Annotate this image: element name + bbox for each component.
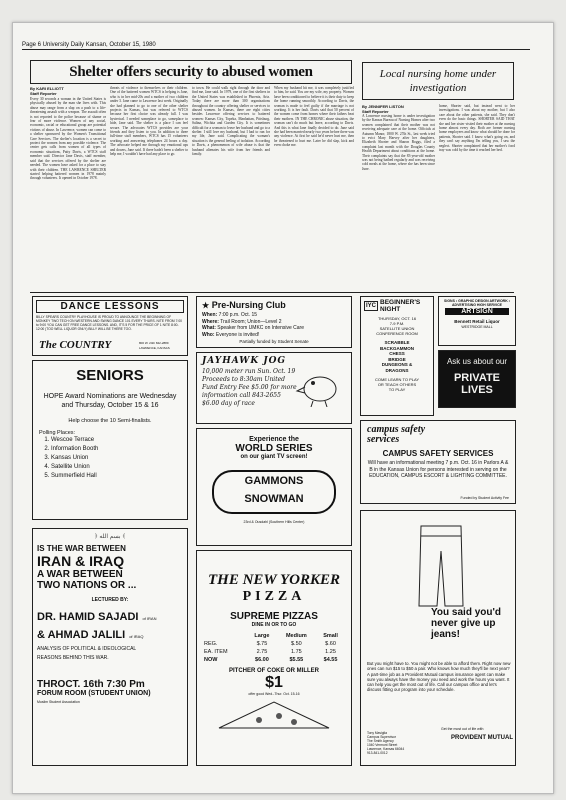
pizza-price-table <box>203 632 345 664</box>
war-topic-2: REASONS BEHIND THIS WAR. <box>37 655 109 661</box>
newyorker-title: SUPREME PIZZAS <box>230 611 318 622</box>
ad-gammons-world-series <box>196 428 352 546</box>
privatelives-bottom: PRIVATE LIVES <box>453 372 501 396</box>
nursing-column-1: A Lawrence nursing home is under investigation by the Kansas Bureau of Nursing Homes after two women complained that their mother was not receiving adequate care at the home. Officials at Autumn Manor, 1800 W. 27th St., last week tried to evict Mary Harvey after her daughters, Elizabeth Shorter and Sharon Boggs, filed a complaint last month with the Douglas County Health Department about conditions at the home. Their complaints say that the 83-year-old mother was not being bathed regularly and was receiving cold meals at the home, where she has been since June. <box>362 114 435 171</box>
nursing-column-2: home, Shorter said, but instead went to her investigations. I was about my mother, but I also care about the other patients, she said. They don't even do the basic things. SHORTER SAID THAT she and her sister visited their mother at the nursing home almost every day. Both are former nursing home employees and know what should be done for patients, Shorter said. I know what's going on, and they can't say anything I'm telling you, I saw the neglect. Shorter complained that her mother's food tray was cold by the time it reached her bed. <box>439 104 515 153</box>
prenursing-what: Speaker from UMKC on Intensive Care <box>217 325 304 331</box>
speaker-1-country: of IRAN <box>142 616 157 621</box>
seniors-title: SENIORS <box>76 367 144 384</box>
row-label: NOW <box>204 657 218 663</box>
prenursing-when: 7:00 p.m. Oct. 15 <box>218 312 258 318</box>
price-cell: 1.75 <box>290 649 302 655</box>
price-cell: 1.25 <box>325 649 336 655</box>
war-topic: ANALYSIS OF POLITICAL & IDEOLOGICAL <box>37 646 137 652</box>
shelter-column-2: threats of violence to themselves or their children. One of the battered women WTCS is helping is Jane, who is in her mid-20s and a mother of two children under 3. Jane came to Lawrence last week. Originally she had planned to go to one of the other shelter projects in Kansas, but was referred to WTCS because her first choice was already full. I was hysterical. I needed someplace to go, someplace to hide, Jane said. The shelter is a place I can feel secure. The advocates WTCS provides are your friends and they listen to you. In addition to three full-time staff members, WTCS has 15 volunteers working and answering telephones 24 hours a day. The advocate helped me through my emotional ups and downs, Jane said. If there hadn't been a shelter to help me, I wouldn't have had any place to go. <box>110 86 188 157</box>
jog-body: 10,000 meter run Sun. Oct. 19 Proceeds to 8:30am United Fund Entry Fee $5.00 for more information call 843-2655 $6.00 day of race <box>202 368 297 407</box>
price-cell: $.75 <box>256 641 268 647</box>
speaker-1: DR. HAMID SAJADI <box>37 611 139 623</box>
arabic-calligraphy-icon: ﴿ بسم الله ﴾ <box>94 534 126 540</box>
safety-title: CAMPUS SAFETY SERVICES <box>382 449 494 458</box>
dance-body: BILLY SPEARS COUNTRY PLAYHOUSE IS PROUD TO ANNOUNCE THE BEGINNING OF MONKEY TWO TECH ON WESTERN AND SWING DANCE 101 EVERY THURS. NITE FROM 7:00 to 9:00 YOU CAN GET FREE DANCE LESSONS. AND, IT'S 5 FOR THE PRICE OF 1 NITE 8:00-12:00 (TOO WELL LIQUOR ONLY) BILLY WILL BE THERE TOO. <box>36 315 183 331</box>
col-header: Medium <box>285 633 307 639</box>
nursing-headline: Local nursing home under investigation <box>362 62 514 100</box>
dance-title: DANCE LESSONS <box>36 300 184 313</box>
war-lectured-by: LECTURED BY: <box>91 597 129 603</box>
row-label: REG. <box>204 641 218 647</box>
price-cell: 2.75 <box>256 649 268 655</box>
ad-campus-safety <box>360 420 516 504</box>
shelter-byline: By KARI ELLIOTT Staff Reporter <box>30 86 64 96</box>
war-line-3: A WAR BETWEEN <box>37 569 123 580</box>
newyorker-note: offer good Wed.-Thur. Oct. 15-16 <box>248 692 300 696</box>
newyorker-brand: THE NEW YORKER <box>208 572 340 588</box>
newyorker-pitcher: PITCHER OF COKE OR MILLER <box>229 668 319 674</box>
gammons-address: 23rd & Ousdahl (Southern Hills Center) <box>243 520 305 524</box>
gammons-sub: on our giant TV screen! <box>240 454 308 460</box>
speaker-2-country: of IRAQ <box>129 634 144 639</box>
prenursing-when-label: When: <box>202 312 218 318</box>
newyorker-price: $1 <box>265 674 283 691</box>
safety-footer: Funded by Student Activity Fee <box>460 496 509 500</box>
jog-title: JAYHAWK JOG <box>202 356 287 366</box>
seniors-help: Help choose the 10 Semi-finalists. <box>68 418 152 424</box>
price-cell: $.60 <box>325 641 336 647</box>
polling-place: 2. Information Booth <box>51 445 181 454</box>
speaker-2: & AHMAD JALILI <box>37 629 126 641</box>
iyc-when: THURSDAY, OCT. 16 7-9 P.M. SATELLITE UNION CONFERENCE ROOM <box>376 316 418 336</box>
war-date: THROCT. 16th 7:30 Pm <box>37 679 145 690</box>
signs-liquor: Bennett Retail Liquor <box>454 319 500 324</box>
mutual-tagline: Get the most out of life with <box>441 727 484 731</box>
ad-signs-graphic-design <box>438 296 516 346</box>
seniors-intro: HOPE Award Nominations are Wednesday and Thursday, October 15 & 16 <box>43 393 177 409</box>
shelter-column-3: to town. He could walk right through the door and find me, Jane said. In 1979, one of the first shelters in the United States was established in Phoenix, Ariz. Today there are more than 300 organizations throughout the country offering shelter or services to abused women. In Kansas, there are eight cities besides Lawrence offering services to battered women: Kansas City, Topeka, Manhattan, Pittsburg, Salina, Wichita and Garden City. It is sometimes difficult for a woman to leave her husband and go to a shelter. I still love my husband, but I had to run for my life, Jane said. Complicating the woman's situation is the general feeling of isolation. According to Davis, a phenomenon of wife abuse is that the husband alienates his wife from her friends and family. <box>192 86 270 157</box>
section-rule <box>30 292 514 293</box>
iyc-title: BEGINNER'S NIGHT <box>380 299 421 313</box>
prenursing-where-label: Where: <box>202 318 219 325</box>
page-folio: Page 6 University Daily Kansan, October 15, 1980 <box>22 42 156 48</box>
star-icon: ★ <box>202 301 210 310</box>
newyorker-title-2: DINE IN OR TO GO <box>251 622 297 628</box>
gammons-top: Experience the <box>249 436 299 443</box>
price-cell: $.50 <box>290 641 302 647</box>
mutual-address: Tony Maviglia Campus Supervisor The Smith Agency 1040 Vermont Street Lawrence, Kansas 66044 913-841-0012 <box>367 731 405 755</box>
price-cell: $6.00 <box>255 657 269 663</box>
iyc-logo: IYC <box>366 303 377 309</box>
war-line-4: TWO NATIONS OR ... <box>37 580 137 591</box>
war-sponsor: Muslim Student Association <box>37 700 80 704</box>
war-line-2: IRAN & IRAQ <box>37 553 125 569</box>
ad-new-yorker-pizza <box>196 550 352 766</box>
prenursing-where: Trail Room; Union—Level 2 <box>220 318 282 325</box>
shelter-column-4: When my husband hit me, it was completely justified to him, he said. You are my wife, my property. Women have been conditioned to believe it is their duty to keep the home running smoothly. According to Davis, the woman is made to feel guilty if the marriage is not working. It is her fault. Davis said that 50 percent of the women come from homes where their fathers beat their mothers. IN THE CHRONIC abuse situation, the woman can't do much but leave, according to Davis. And this is what Jane finally decided to do. Jane said she had been married nearly two years before there was any violence. At first he said he'd never hurt me, then he threatened to hurt me. Later he did slap, kick and even choke me. <box>274 86 354 148</box>
safety-logo: campus safety services <box>367 424 426 445</box>
ad-pre-nursing-club <box>196 296 352 348</box>
polling-place: 4. Satellite Union <box>51 463 181 472</box>
mutual-body: But you might have to. You might not be able to afford them. Right now new ones can run $15 to $50 a pair. Who knows how much they'll be next year? A part-time job as a Provident Mutual campus insurance agent can make sure you always have the money you need and work the hours you want. It can help you get the most out of life. Call our campus office and let's discuss fitting our program into your schedule. <box>367 661 511 693</box>
shelter-column-1: Every 30 seconds a woman in the United States is physically abused by the man she lives with. This abuse may range from a slap on a push to a life-threatening assault with a weapon. The assault often is not reported to the police because of shame or fear of more violence. Women of any social, economic, racial or educational group are potential victims of abuse. In Lawrence, women can come to a shelter sponsored by the Women's Transitional Care Services. The shelter's location is a secret to protect the women from any possible violence. The center gets calls from women of all types of economic situations, Patty Davis, a WTCS staff member said. Director Jane Davis, staff member, said that the services offered by the shelter are needed. The women have asked for a place to stay with their children. THE LAWRENCE SHELTER started helping battered women in 1978 mainly through volunteers. It opened in October 1978. <box>30 97 106 181</box>
price-cell: $4.55 <box>323 657 338 663</box>
prenursing-footer: Partially funded by Student Senate <box>239 339 309 344</box>
ad-jayhawk-jog <box>196 352 352 424</box>
pizza-slice-icon <box>214 700 334 730</box>
iyc-cta: COME LEARN TO PLAY OR TEACH OTHERS TO PLAY <box>374 377 419 392</box>
signs-title: SIGNS • GRAPHIC DESIGN ARTWORK • ADVERTISING HIGH SERVICE <box>444 299 510 307</box>
ad-seniors <box>32 360 188 520</box>
shelter-headline: Shelter offers security to abused women <box>30 60 352 84</box>
dance-logo: The COUNTRY <box>39 339 112 351</box>
safety-body: Will have an informational meeting 7 p.m. Oct. 16 in Parlors A & B in the Kansas Union for persons interested in serving on the EDUCATION, CAMPUS ESCORT & LIGHTING COMMITTEE. <box>367 460 509 479</box>
signs-mall: WESTRIDGE MALL <box>461 325 493 329</box>
prenursing-what-label: What: <box>202 325 216 331</box>
gammons-logo: GAMMONS SNOWMAN <box>212 470 336 514</box>
folio-rule <box>22 49 530 50</box>
col-header: Large <box>254 633 270 639</box>
price-cell: $5.55 <box>289 657 304 663</box>
gammons-title: WORLD SERIES <box>235 443 313 454</box>
polling-place: 5. Summerfield Hall <box>51 472 181 481</box>
ad-private-lives <box>438 350 516 408</box>
polling-place: 1. Wescoe Terrace <box>51 436 181 445</box>
mutual-headline: You said you'd never give up jeans! <box>431 607 501 640</box>
ad-dance-lessons <box>32 296 188 356</box>
ad-war-lecture <box>32 528 188 766</box>
prenursing-who: Everyone is invited! <box>215 331 260 338</box>
nursing-byline: By JENNIFER LISTON Staff Reporter <box>362 104 404 114</box>
jayhawk-mascot-icon <box>295 367 345 407</box>
ad-beginners-night <box>360 296 434 416</box>
iyc-games: SCRABBLE BACKGAMMON CHESS BRIDGE DUNGEONS & DRAGONS <box>380 340 414 373</box>
polling-places-list <box>39 436 181 481</box>
prenursing-title: Pre-Nursing Club <box>211 300 286 310</box>
polling-label: Polling Places: <box>39 430 76 436</box>
newyorker-sub: PIZZA <box>242 589 306 604</box>
mutual-name: PROVIDENT MUTUAL <box>451 735 513 741</box>
row-label: EA. ITEM <box>204 649 228 655</box>
ad-provident-mutual <box>360 510 516 766</box>
privatelives-top: Ask us about our <box>446 357 508 366</box>
dance-address: 800 W. 24th 842-2889 LAWRENCE, KANSAS <box>139 341 170 350</box>
war-location: FORUM ROOM (STUDENT UNION) <box>37 690 151 697</box>
jeans-illustration-icon <box>411 521 471 611</box>
polling-place: 3. Kansas Union <box>51 454 181 463</box>
war-line-1: IS THE WAR BETWEEN <box>37 544 126 553</box>
col-header: Small <box>323 633 338 639</box>
signs-brand: ARTSIGN <box>445 308 509 315</box>
prenursing-who-label: Who: <box>202 331 215 338</box>
